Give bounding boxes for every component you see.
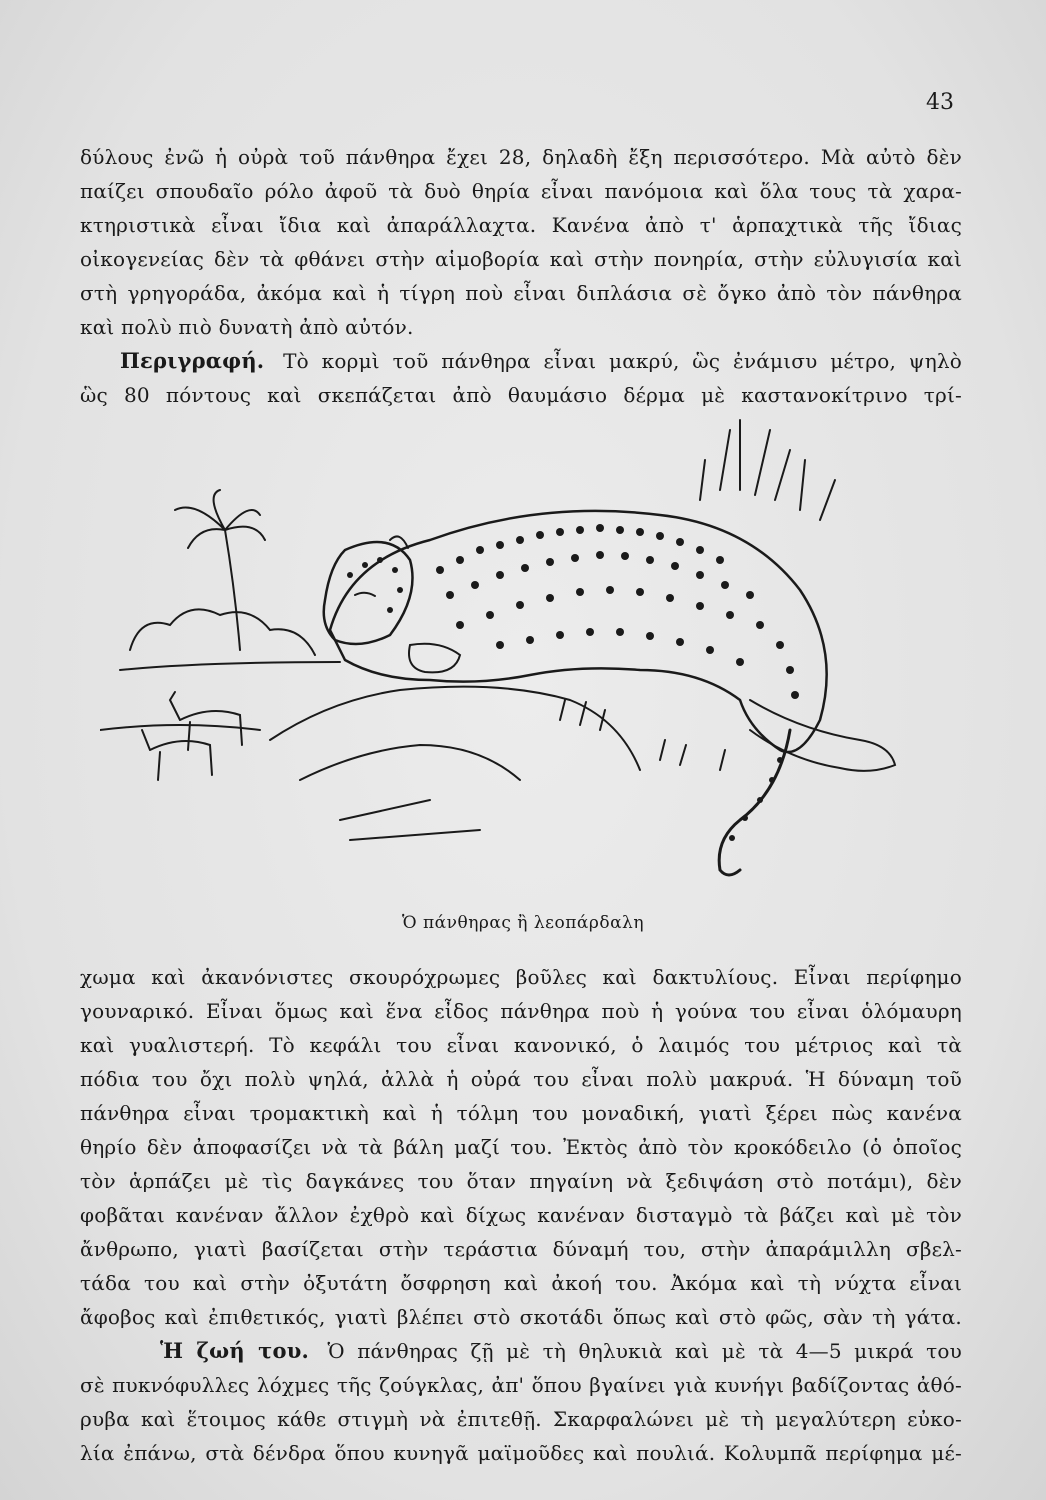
text-line: καὶ πολὺ πιὸ δυνατὴ ἀπὸ αὐτόν. <box>80 315 414 339</box>
text-line: θηρίο δὲν ἀποφασίζει νὰ τὰ βάλη μαζί του. Ἐκτὸς ἀπὸ τὸν κροκόδειλο (ὁ ὁποῖος <box>80 1135 962 1159</box>
text-line: σὲ πυκνόφυλλες λόχμες τῆς ζούγκλας, ἀπ' ὅπου βγαίνει γιὰ κυνήγι βαδίζοντας ἀθό- <box>80 1373 962 1397</box>
figure-caption: Ὁ πάνθηρας ἢ λεοπάρδαλη <box>401 913 645 933</box>
text-line: πάνθηρα εἶναι τρομακτικὴ καὶ ἡ τόλμη του μοναδική, γιατὶ ξέρει πὼς κανένα <box>80 1101 962 1125</box>
section-heading-description: Περιγραφή. <box>120 348 265 373</box>
leopard-tail <box>719 730 790 875</box>
palm-frond <box>175 490 265 548</box>
leopard-body <box>330 511 827 752</box>
text-line: οἰκογενείας δὲν τὰ φθάνει στὴν αἱμοβορία καὶ στὴν πονηρία, στὴν εὐλυγισία καὶ <box>80 247 962 271</box>
text-line: δύλους ἐνῶ ἡ οὐρὰ τοῦ πάνθηρα ἔχει 28, δηλαδὴ ἔξη περισσότερο. Μὰ αὐτὸ δὲν <box>80 145 962 169</box>
description-first-line <box>80 344 962 378</box>
antelope <box>142 730 212 780</box>
text-line: φοβᾶται κανέναν ἄλλον ἐχθρὸ καὶ δίχως κανέναν δισταγμὸ τὰ βάζει καὶ μὲ τὸν <box>80 1203 962 1227</box>
bush <box>130 609 315 655</box>
text-line: κτηριστικὰ εἶναι ἴδια καὶ ἀπαράλλαχτα. Κανένα ἀπὸ τ' ἁρπαχτικὰ τῆς ἴδιας <box>80 213 962 237</box>
text-line: ἄνθρωπο, γιατὶ βασίζεται στὴν τεράστια δύναμή του, στὴν ἀπαράμιλλη σβελ- <box>80 1237 962 1261</box>
leopard-illustration <box>100 400 960 900</box>
text-line: τάδα του καὶ στὴν ὀξυτάτη ὄσφρηση καὶ ἀκοή του. Ἀκόμα καὶ τὴ νύχτα εἶναι <box>80 1271 962 1295</box>
page-number: 43 <box>926 90 954 115</box>
text-line: Τὸ κορμὶ τοῦ πάνθηρα εἶναι μακρύ, ὣς ἐνάμισυ μέτρο, ψηλὸ <box>283 349 962 373</box>
text-line: τὸν ἁρπάζει μὲ τὶς δαγκάνες του ὅταν πηγαίνη νὰ ξεδιψάση στὸ ποτάμι), δὲν <box>80 1169 962 1193</box>
section-heading-life: Ἡ ζωή του. <box>160 1338 309 1363</box>
text-line: λία ἐπάνω, στὰ δένδρα ὅπου κυνηγᾶ μαϊμοῦδες καὶ πουλιά. Κολυμπᾶ περίφημα μέ- <box>80 1441 962 1465</box>
text-line: πόδια του ὄχι πολὺ ψηλά, ἀλλὰ ἡ οὐρά του εἶναι πολὺ μακρυά. Ἡ δύναμη τοῦ <box>80 1067 962 1091</box>
text-line: ὣς 80 πόντους καὶ σκεπάζεται ἀπὸ θαυμάσιο δέρμα μὲ καστανοκίτρινο τρί- <box>80 383 962 407</box>
text-line: Ὁ πάνθηρας ζῇ μὲ τὴ θηλυκιὰ καὶ μὲ τὰ 4—5 μικρά του <box>327 1339 962 1363</box>
leopard-eye <box>355 593 375 596</box>
text-line: καὶ γυαλιστερή. Τὸ κεφάλι του εἶναι κανονικό, ὁ λαιμός του μέτριος καὶ τὰ <box>80 1033 962 1057</box>
palm-trunk <box>225 530 240 650</box>
text-line: στὴ γρηγοράδα, ἀκόμα καὶ ἡ τίγρη ποὺ εἶναι διπλάσια σὲ ὄγκο ἀπὸ τὸν πάνθηρα <box>80 281 962 305</box>
tall-grass <box>700 420 835 520</box>
life-first-line <box>80 1334 962 1368</box>
text-line: ρυβα καὶ ἕτοιμος κάθε στιγμὴ νὰ ἐπιτεθῇ. Σκαρφαλώνει μὲ τὴ μεγαλύτερη εὐκο- <box>80 1407 962 1431</box>
text-line: χωμα καὶ ἀκανόνιστες σκουρόχρωμες βοῦλες καὶ δακτυλίους. Εἶναι περίφημο <box>80 965 962 989</box>
text-line: γουναρικό. Εἶναι ὅμως καὶ ἕνα εἶδος πάνθηρα ποὺ ἡ γούνα του εἶναι ὁλόμαυρη <box>80 999 962 1023</box>
leopard-spots <box>347 524 799 841</box>
paragraph-intro <box>80 140 962 412</box>
paragraph-description <box>80 960 962 1470</box>
text-line: παίζει σπουδαῖο ρόλο ἀφοῦ τὰ δυὸ θηρία εἶναι πανόμοια καὶ ὅλα τους τὰ χαρα- <box>80 179 962 203</box>
leopard-paw <box>409 644 460 673</box>
text-line: ἄφοβος καὶ ἐπιθετικός, γιατὶ βλέπει στὸ σκοτάδι ὅπως καὶ στὸ φῶς, σὰν τὴ γάτα. <box>80 1305 962 1329</box>
